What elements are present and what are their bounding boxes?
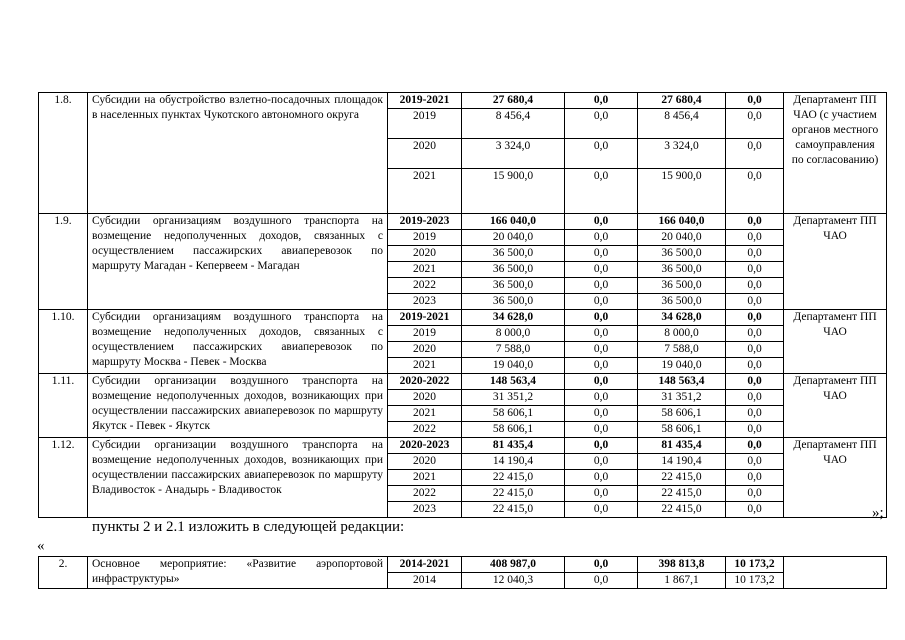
total-amount-cell: 408 987,0 [462,557,565,573]
table-row [39,214,887,230]
period-cell: 2021 [388,262,462,278]
period-cell: 2020 [388,139,462,169]
total-amount-cell: 36 500,0 [462,246,565,262]
regional-amount-cell: 1 867,1 [638,573,726,589]
regional-amount-cell: 14 190,4 [638,454,726,470]
item-description: Субсидии организации воздушного транспорта на возмещение недополученных доходов, возникающих при осуществлении пассажирских авиаперевозок по маршруту Владивосток - Анадырь - Владивосток [88,438,388,518]
federal-amount-cell: 0,0 [565,342,638,358]
local-amount-cell: 10 173,2 [726,573,784,589]
responsible-executor: Департамент ПП ЧАО [784,438,887,518]
federal-amount-cell: 0,0 [565,502,638,518]
local-amount-cell: 0,0 [726,169,784,214]
federal-amount-cell: 0,0 [565,294,638,310]
item-number: 1.12. [39,438,88,518]
item-number: 1.8. [39,93,88,214]
local-amount-cell: 0,0 [726,310,784,326]
total-amount-cell: 58 606,1 [462,406,565,422]
program-table-continued [38,556,887,589]
total-amount-cell: 81 435,4 [462,438,565,454]
federal-amount-cell: 0,0 [565,422,638,438]
local-amount-cell: 0,0 [726,374,784,390]
closing-quote: »; [872,505,884,521]
local-amount-cell: 0,0 [726,358,784,374]
total-amount-cell: 7 588,0 [462,342,565,358]
item-description: Субсидии организации воздушного транспорта на возмещение недополученных доходов, возникающих при осуществлении пассажирских авиаперевозок по маршруту Якутск - Певек - Якутск [88,374,388,438]
total-amount-cell: 36 500,0 [462,294,565,310]
federal-amount-cell: 0,0 [565,262,638,278]
local-amount-cell: 0,0 [726,294,784,310]
total-amount-cell: 22 415,0 [462,486,565,502]
responsible-executor: Департамент ПП ЧАО (с участием органов местного самоуправления по согласованию) [784,93,887,214]
local-amount-cell: 0,0 [726,246,784,262]
regional-amount-cell: 148 563,4 [638,374,726,390]
local-amount-cell: 0,0 [726,390,784,406]
federal-amount-cell: 0,0 [565,214,638,230]
period-cell: 2014 [388,573,462,589]
total-amount-cell: 12 040,3 [462,573,565,589]
period-cell: 2019 [388,230,462,246]
regional-amount-cell: 8 456,4 [638,109,726,139]
federal-amount-cell: 0,0 [565,93,638,109]
item-description: Субсидии организациям воздушного транспорта на возмещение недополученных доходов, связанных с осуществлением пассажирских авиаперевозок по маршруту Магадан - Кепервеем - Магадан [88,214,388,310]
item-number: 1.9. [39,214,88,310]
period-cell: 2020-2023 [388,438,462,454]
total-amount-cell: 166 040,0 [462,214,565,230]
regional-amount-cell: 36 500,0 [638,262,726,278]
period-cell: 2022 [388,422,462,438]
regional-amount-cell: 58 606,1 [638,406,726,422]
period-cell: 2020-2022 [388,374,462,390]
table-row [39,93,887,109]
federal-amount-cell: 0,0 [565,573,638,589]
local-amount-cell: 0,0 [726,93,784,109]
local-amount-cell: 0,0 [726,278,784,294]
regional-amount-cell: 3 324,0 [638,139,726,169]
total-amount-cell: 22 415,0 [462,502,565,518]
period-cell: 2021 [388,358,462,374]
federal-amount-cell: 0,0 [565,169,638,214]
total-amount-cell: 15 900,0 [462,169,565,214]
responsible-executor: Департамент ПП ЧАО [784,214,887,310]
regional-amount-cell: 81 435,4 [638,438,726,454]
local-amount-cell: 0,0 [726,438,784,454]
table-row [39,374,887,390]
total-amount-cell: 148 563,4 [462,374,565,390]
local-amount-cell: 0,0 [726,406,784,422]
federal-amount-cell: 0,0 [565,326,638,342]
local-amount-cell: 0,0 [726,342,784,358]
period-cell: 2019-2021 [388,93,462,109]
regional-amount-cell: 15 900,0 [638,169,726,214]
regional-amount-cell: 58 606,1 [638,422,726,438]
local-amount-cell: 0,0 [726,109,784,139]
federal-amount-cell: 0,0 [565,390,638,406]
amendment-paragraph: пункты 2 и 2.1 изложить в следующей редакции: [92,519,405,535]
period-cell: 2019 [388,109,462,139]
regional-amount-cell: 166 040,0 [638,214,726,230]
total-amount-cell: 58 606,1 [462,422,565,438]
regional-amount-cell: 19 040,0 [638,358,726,374]
regional-amount-cell: 31 351,2 [638,390,726,406]
regional-amount-cell: 36 500,0 [638,278,726,294]
period-cell: 2019 [388,326,462,342]
table-row [39,438,887,454]
responsible-executor: Департамент ПП ЧАО [784,310,887,374]
regional-amount-cell: 22 415,0 [638,486,726,502]
local-amount-cell: 0,0 [726,139,784,169]
period-cell: 2020 [388,390,462,406]
period-cell: 2021 [388,169,462,214]
item-description: Субсидии на обустройство взлетно-посадочных площадок в населенных пунктах Чукотского автономного округа [88,93,388,214]
table-row [39,310,887,326]
period-cell: 2014-2021 [388,557,462,573]
regional-amount-cell: 27 680,4 [638,93,726,109]
local-amount-cell: 0,0 [726,454,784,470]
local-amount-cell: 0,0 [726,230,784,246]
total-amount-cell: 8 456,4 [462,109,565,139]
total-amount-cell: 27 680,4 [462,93,565,109]
regional-amount-cell: 22 415,0 [638,502,726,518]
federal-amount-cell: 0,0 [565,358,638,374]
total-amount-cell: 36 500,0 [462,278,565,294]
federal-amount-cell: 0,0 [565,278,638,294]
local-amount-cell: 10 173,2 [726,557,784,573]
program-table [38,92,887,518]
total-amount-cell: 22 415,0 [462,470,565,486]
federal-amount-cell: 0,0 [565,406,638,422]
regional-amount-cell: 8 000,0 [638,326,726,342]
federal-amount-cell: 0,0 [565,470,638,486]
regional-amount-cell: 20 040,0 [638,230,726,246]
total-amount-cell: 31 351,2 [462,390,565,406]
local-amount-cell: 0,0 [726,502,784,518]
total-amount-cell: 34 628,0 [462,310,565,326]
total-amount-cell: 19 040,0 [462,358,565,374]
item-description: Основное мероприятие: «Развитие аэропортовой инфраструктуры» [88,557,388,589]
period-cell: 2023 [388,502,462,518]
period-cell: 2019-2023 [388,214,462,230]
total-amount-cell: 8 000,0 [462,326,565,342]
regional-amount-cell: 398 813,8 [638,557,726,573]
opening-quote: « [37,538,45,554]
federal-amount-cell: 0,0 [565,374,638,390]
federal-amount-cell: 0,0 [565,438,638,454]
item-number: 1.11. [39,374,88,438]
federal-amount-cell: 0,0 [565,139,638,169]
regional-amount-cell: 36 500,0 [638,294,726,310]
federal-amount-cell: 0,0 [565,246,638,262]
total-amount-cell: 3 324,0 [462,139,565,169]
federal-amount-cell: 0,0 [565,454,638,470]
item-number: 2. [39,557,88,589]
regional-amount-cell: 22 415,0 [638,470,726,486]
period-cell: 2023 [388,294,462,310]
federal-amount-cell: 0,0 [565,486,638,502]
item-number: 1.10. [39,310,88,374]
local-amount-cell: 0,0 [726,214,784,230]
table-row [39,557,887,573]
period-cell: 2020 [388,454,462,470]
period-cell: 2021 [388,406,462,422]
item-description: Субсидии организациям воздушного транспорта на возмещение недополученных доходов, связанных с осуществлением пассажирских авиаперевозок по маршруту Москва - Певек - Москва [88,310,388,374]
regional-amount-cell: 7 588,0 [638,342,726,358]
local-amount-cell: 0,0 [726,470,784,486]
total-amount-cell: 36 500,0 [462,262,565,278]
local-amount-cell: 0,0 [726,326,784,342]
period-cell: 2020 [388,342,462,358]
regional-amount-cell: 34 628,0 [638,310,726,326]
local-amount-cell: 0,0 [726,422,784,438]
federal-amount-cell: 0,0 [565,557,638,573]
period-cell: 2019-2021 [388,310,462,326]
federal-amount-cell: 0,0 [565,230,638,246]
regional-amount-cell: 36 500,0 [638,246,726,262]
period-cell: 2022 [388,278,462,294]
local-amount-cell: 0,0 [726,262,784,278]
total-amount-cell: 14 190,4 [462,454,565,470]
responsible-executor [784,557,887,589]
local-amount-cell: 0,0 [726,486,784,502]
period-cell: 2020 [388,246,462,262]
period-cell: 2021 [388,470,462,486]
period-cell: 2022 [388,486,462,502]
total-amount-cell: 20 040,0 [462,230,565,246]
federal-amount-cell: 0,0 [565,109,638,139]
federal-amount-cell: 0,0 [565,310,638,326]
responsible-executor: Департамент ПП ЧАО [784,374,887,438]
